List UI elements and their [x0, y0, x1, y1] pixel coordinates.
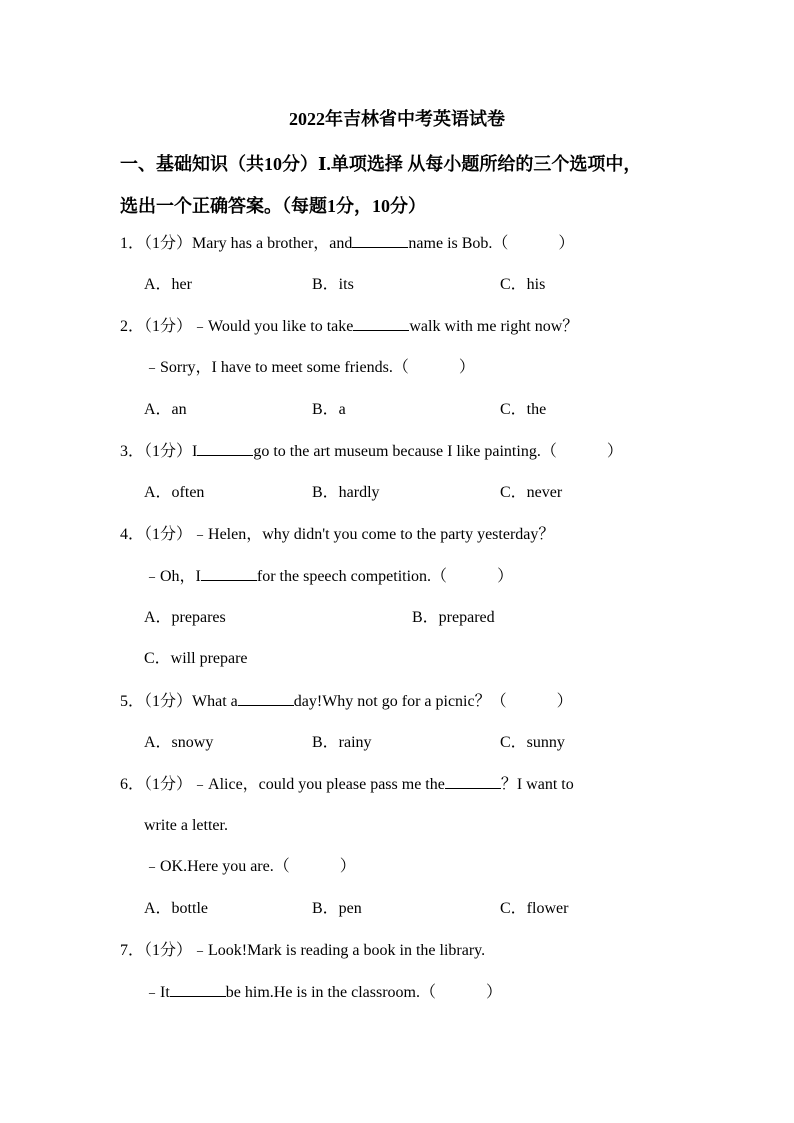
- answer-blank: [353, 316, 409, 331]
- question-3: [120, 441, 623, 462]
- answer-blank: [445, 774, 501, 789]
- answer-blank: [238, 691, 294, 706]
- question-number: 3．（1分）: [120, 443, 193, 460]
- answer-blank: [352, 233, 408, 248]
- answer-blank: [197, 441, 253, 456]
- paren-close: ）: [556, 693, 573, 710]
- page-title: 2022年吉林省中考英语试卷: [289, 109, 505, 129]
- question-text: ﹣OK.Here you are.（: [144, 858, 290, 875]
- question-text: ﹣Oh，I: [144, 568, 201, 585]
- option-c: C．the: [500, 401, 547, 418]
- question-text: walk with me right now？: [409, 318, 579, 335]
- option-c: C．will prepare: [144, 650, 248, 667]
- option-a: A．prepares: [144, 609, 226, 626]
- option-b: B．pen: [312, 900, 362, 917]
- option-b: B．prepared: [412, 609, 495, 626]
- question-text: ﹣Helen，why didn't you come to the party yesterday？: [192, 526, 555, 543]
- question-number: 5．（1分）: [120, 693, 193, 710]
- option-b: B．hardly: [312, 484, 380, 501]
- paren-close: ）: [497, 568, 514, 585]
- question-6: [120, 774, 574, 795]
- question-number: 7．（1分）: [120, 942, 193, 959]
- question-number: 2．（1分）: [120, 318, 193, 335]
- question-6-line-2: [144, 816, 228, 836]
- question-2-line-2: [144, 358, 475, 378]
- section-heading-line-2: 选出一个正确答案。（每题1分，10分）: [120, 196, 426, 216]
- question-4: [120, 525, 554, 545]
- option-b: B．a: [312, 401, 346, 418]
- option-c: C．his: [500, 276, 546, 293]
- paren-close: ）: [606, 443, 623, 460]
- option-c: C．never: [500, 484, 563, 501]
- question-4-line-2: [144, 566, 513, 587]
- question-number: 6．（1分）: [120, 776, 193, 793]
- question-text: for the speech competition.（: [256, 568, 448, 585]
- option-c: C．flower: [500, 900, 569, 917]
- question-text: ﹣Look!Mark is reading a book in the library.: [192, 942, 486, 959]
- question-number: 1．（1分）: [120, 235, 193, 252]
- question-5: [120, 691, 573, 712]
- option-b: B．rainy: [312, 734, 372, 751]
- option-a: A．her: [144, 276, 192, 293]
- section-heading-line-1: 一、基础知识（共10分）Ⅰ.单项选择 从每小题所给的三个选项中，: [120, 154, 642, 174]
- question-7: [120, 941, 485, 961]
- question-number: 4．（1分）: [120, 526, 193, 543]
- answer-blank: [201, 566, 257, 581]
- paren-close: ）: [558, 235, 575, 252]
- question-text: be him.He is in the classroom.（: [225, 984, 436, 1001]
- question-6-line-3: [144, 857, 356, 877]
- question-text: go to the art museum because I like painting.（: [253, 443, 557, 460]
- question-text: name is Bob.（: [408, 235, 509, 252]
- option-a: A．snowy: [144, 734, 214, 751]
- option-a: A．an: [144, 401, 187, 418]
- question-text: ？I want to: [500, 776, 574, 793]
- question-text: I: [192, 443, 198, 460]
- option-c: C．sunny: [500, 734, 565, 751]
- option-b: B．its: [312, 276, 354, 293]
- paren-close: ）: [485, 984, 502, 1001]
- option-a: A．bottle: [144, 900, 208, 917]
- answer-blank: [170, 982, 226, 997]
- question-text: Mary has a brother，and: [192, 235, 353, 252]
- question-7-line-2: [144, 982, 502, 1003]
- question-text: ﹣Alice，could you please pass me the: [192, 776, 445, 793]
- question-text: What a: [192, 693, 238, 710]
- paren-close: ）: [339, 858, 356, 875]
- question-text: ﹣It: [144, 984, 170, 1001]
- paren-close: ）: [458, 359, 475, 376]
- question-text: write a letter.: [144, 817, 228, 834]
- question-2: [120, 316, 578, 337]
- question-text: ﹣Sorry，I have to meet some friends.（: [144, 359, 409, 376]
- question-1: [120, 233, 574, 254]
- option-a: A．often: [144, 484, 205, 501]
- question-text: ﹣Would you like to take: [192, 318, 354, 335]
- question-text: day!Why not go for a picnic？（: [293, 693, 507, 710]
